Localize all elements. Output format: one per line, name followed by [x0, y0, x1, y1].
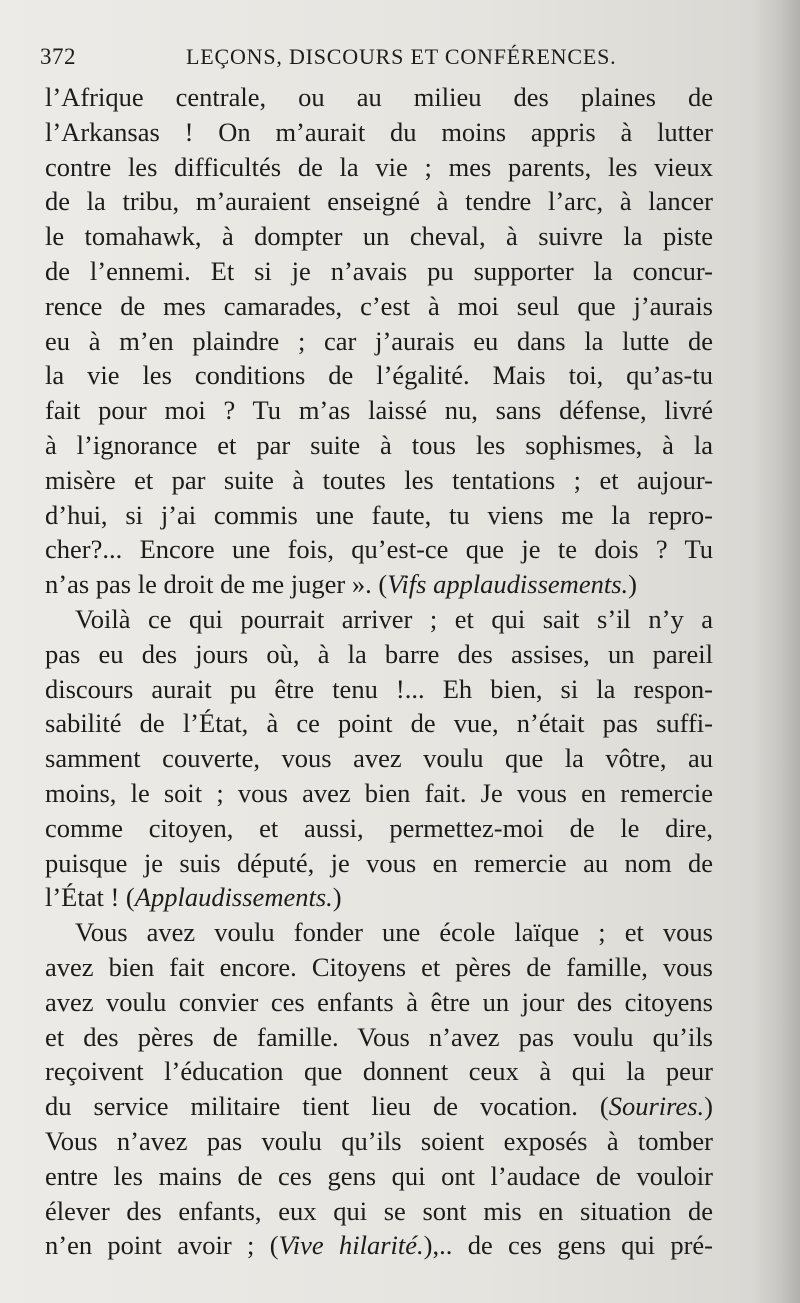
text-line: fait pour moi ? Tu m’as laissé nu, sans défense, livré [45, 395, 713, 426]
text-line: eu à m’en plaindre ; car j’aurais eu dans la lutte de [45, 325, 713, 356]
text-line: sabilité de l’État, à ce point de vue, n’était pas suffi- [45, 708, 713, 739]
page-number: 372 [40, 44, 76, 69]
stage-direction: Vive hilarité. [278, 1230, 424, 1261]
text-line: l’Afrique centrale, ou au milieu des plaines de [45, 82, 713, 112]
text-line [45, 880, 713, 915]
text-line: cher?... Encore une fois, qu’est-ce que je te dois ? Tu [45, 534, 713, 565]
text-segment: ) [628, 569, 637, 600]
text-line: l’Arkansas ! On m’aurait du moins appris à lutter [45, 116, 713, 147]
running-head [40, 36, 720, 76]
text-line [45, 567, 713, 602]
stage-direction: Applaudissements. [134, 882, 333, 913]
text-line: Vous n’avez pas voulu qu’ils soient exposés à tomber [45, 1125, 713, 1156]
stage-direction: Sourires. [608, 1091, 705, 1122]
text-line: misère et par suite à toutes les tentations ; et aujour- [45, 464, 713, 495]
text-line: à l’ignorance et par suite à tous les sophismes, à la [45, 429, 713, 460]
text-line [45, 1228, 713, 1263]
text-line: samment couverte, vous avez voulu que la vôtre, au [45, 743, 713, 774]
text-segment: ),.. de ces gens qui pré- [423, 1230, 714, 1261]
page-gutter-shadow [752, 0, 800, 1303]
text-line [45, 1089, 713, 1124]
text-line: d’hui, si j’ai commis une faute, tu viens me la repro- [45, 499, 713, 530]
text-line: contre les difficultés de la vie ; mes parents, les vieux [45, 151, 713, 182]
text-line: puisque je suis député, je vous en remercie au nom de [45, 847, 713, 878]
paragraph-start: Vous avez voulu fonder une école laïque ; et vous [75, 917, 713, 948]
text-line: de la tribu, m’auraient enseigné à tendre l’arc, à lancer [45, 186, 713, 217]
stage-direction: Vifs applaudissements. [387, 569, 629, 600]
text-line: avez bien fait encore. Citoyens et pères de famille, vous [45, 951, 713, 982]
text-line: rence de mes camarades, c’est à moi seul que j’aurais [45, 290, 713, 321]
text-line: reçoivent l’éducation que donnent ceux à qui la peur [45, 1056, 713, 1087]
text-segment: l’État ! ( [45, 882, 135, 913]
text-line: discours aurait pu être tenu !... Eh bien, si la respon- [45, 673, 713, 704]
text-line: la vie les conditions de l’égalité. Mais toi, qu’as-tu [45, 360, 713, 391]
running-title: LEÇONS, DISCOURS ET CONFÉRENCES. [186, 44, 617, 69]
text-line: comme citoyen, et aussi, permettez-moi de le dire, [45, 812, 713, 843]
text-segment: n’en point avoir ; ( [45, 1230, 279, 1261]
text-segment: du service militaire tient lieu de vocation. ( [45, 1091, 609, 1122]
text-line: de l’ennemi. Et si je n’avais pu supporter la concur- [45, 255, 713, 286]
text-line: moins, le soit ; vous avez bien fait. Je vous en remercie [45, 777, 713, 808]
text-line: pas eu des jours où, à la barre des assises, un pareil [45, 638, 713, 669]
text-line: entre les mains de ces gens qui ont l’audace de vouloir [45, 1160, 713, 1191]
body-text [45, 80, 713, 1263]
text-line: et des pères de famille. Vous n’avez pas voulu qu’ils [45, 1021, 713, 1052]
text-line: élever des enfants, eux qui se sont mis en situation de [45, 1195, 713, 1226]
text-line: avez voulu convier ces enfants à être un jour des citoyens [45, 986, 713, 1017]
paragraph-start: Voilà ce qui pourrait arriver ; et qui sait s’il n’y a [75, 603, 713, 634]
text-segment: ) [332, 882, 342, 913]
text-segment: ) [704, 1091, 713, 1122]
text-line: le tomahawk, à dompter un cheval, à suivre la piste [45, 221, 713, 252]
text-segment: n’as pas le droit de me juger ». ( [45, 569, 388, 600]
